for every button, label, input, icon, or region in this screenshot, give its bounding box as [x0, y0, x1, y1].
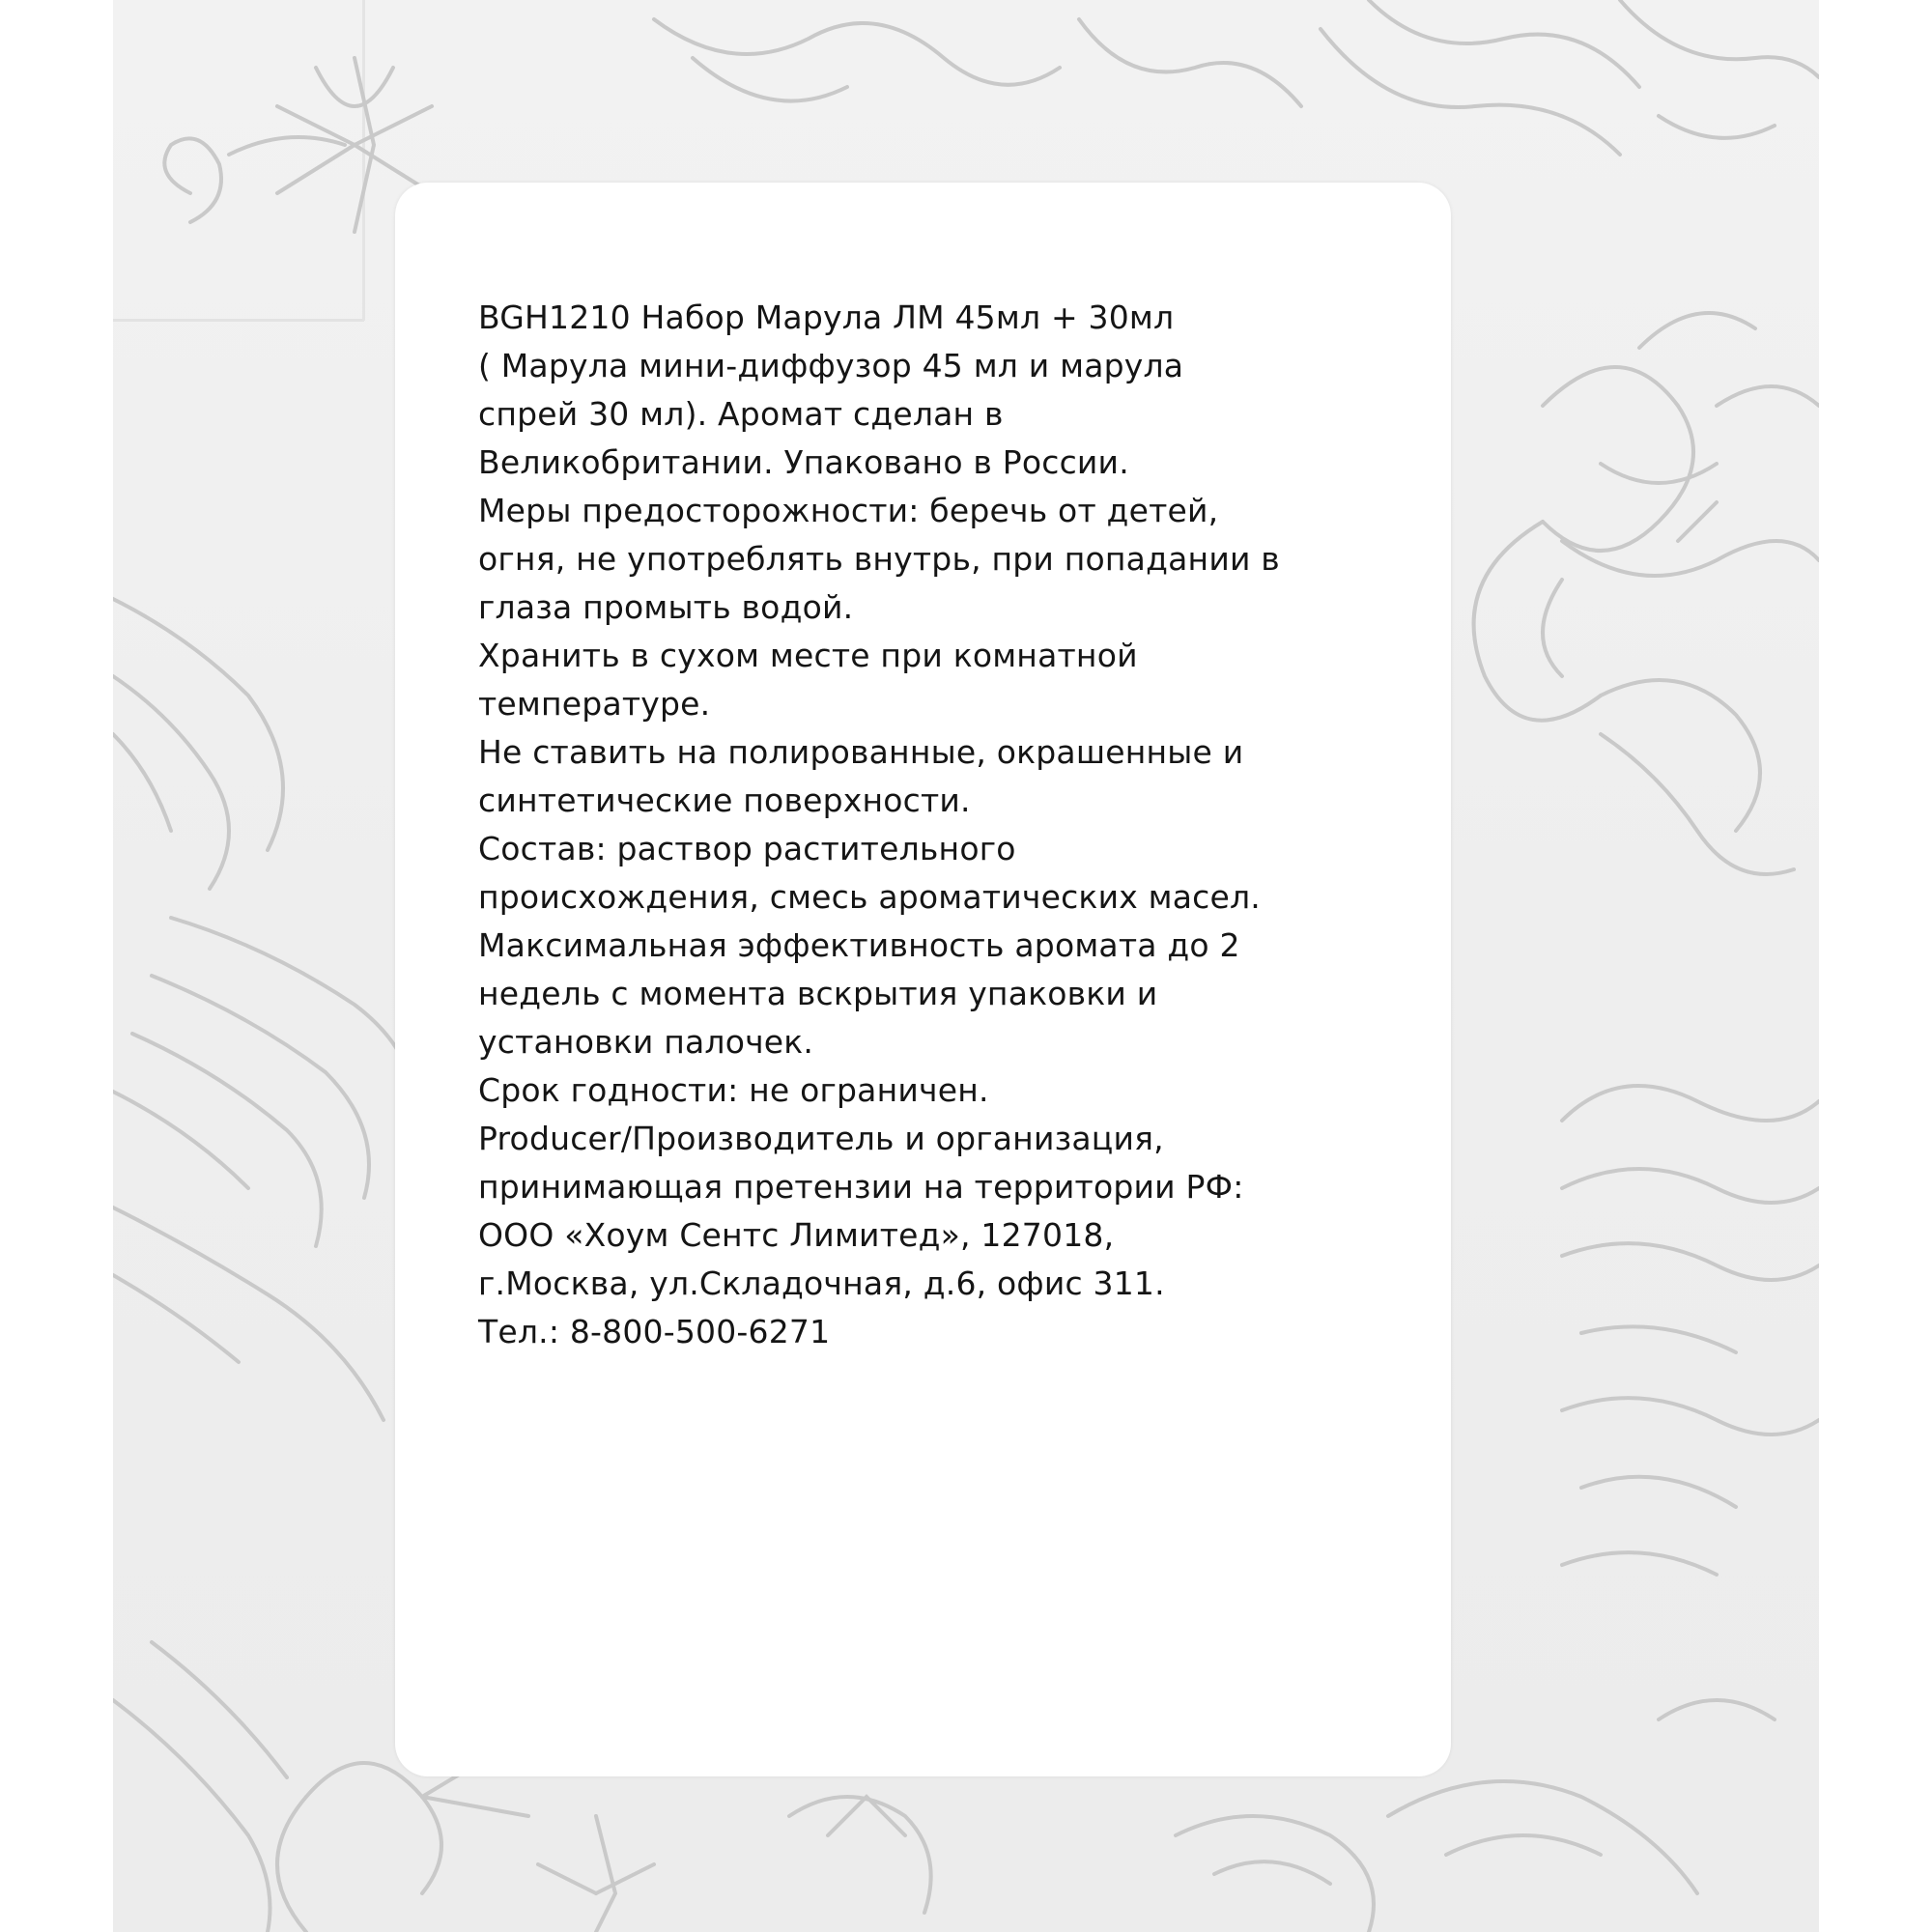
label-line: огня, не употреблять внутрь, при попадании в: [478, 540, 1280, 578]
label-line: Великобритании. Упаковано в России.: [478, 443, 1129, 481]
label-line: Producer/Производитель и организация,: [478, 1120, 1164, 1157]
label-line: синтетические поверхности.: [478, 781, 971, 819]
label-line: глаза промыть водой.: [478, 588, 854, 626]
label-line: установки палочек.: [478, 1023, 814, 1061]
line-flower-right: [1474, 313, 1819, 831]
label-line: BGH1210 Набор Марула ЛМ 45мл + 30мл: [478, 298, 1175, 336]
product-info-text: [478, 294, 1435, 1356]
swirl-right-bottom: [1562, 734, 1819, 1575]
label-line: температуре.: [478, 685, 711, 723]
label-line: ООО «Хоум Сентс Лимитед», 127018,: [478, 1216, 1115, 1254]
label-line: Максимальная эффективность аромата до 2: [478, 926, 1240, 964]
label-line: Меры предосторожности: беречь от детей,: [478, 492, 1219, 529]
star-flower-top-left: [164, 58, 432, 232]
label-line: принимающая претензии на территории РФ:: [478, 1168, 1244, 1206]
swirl-left: [113, 599, 416, 1420]
product-info-sticker: [395, 183, 1451, 1776]
label-line: спрей 30 мл). Аромат сделан в: [478, 395, 1004, 433]
label-line: Срок годности: не ограничен.: [478, 1071, 989, 1109]
label-line: г.Москва, ул.Складочная, д.6, офис 311.: [478, 1264, 1165, 1302]
label-line: происхождения, смесь ароматических масел.: [478, 878, 1261, 916]
label-line: недель с момента вскрытия упаковки и: [478, 975, 1158, 1012]
label-line: Состав: раствор растительного: [478, 830, 1016, 867]
label-line: ( Марула мини-диффузор 45 мл и марула: [478, 347, 1184, 384]
label-line: Тел.: 8-800-500-6271: [478, 1313, 831, 1350]
label-line: Не ставить на полированные, окрашенные и: [478, 733, 1244, 771]
label-line: Хранить в сухом месте при комнатной: [478, 637, 1138, 674]
